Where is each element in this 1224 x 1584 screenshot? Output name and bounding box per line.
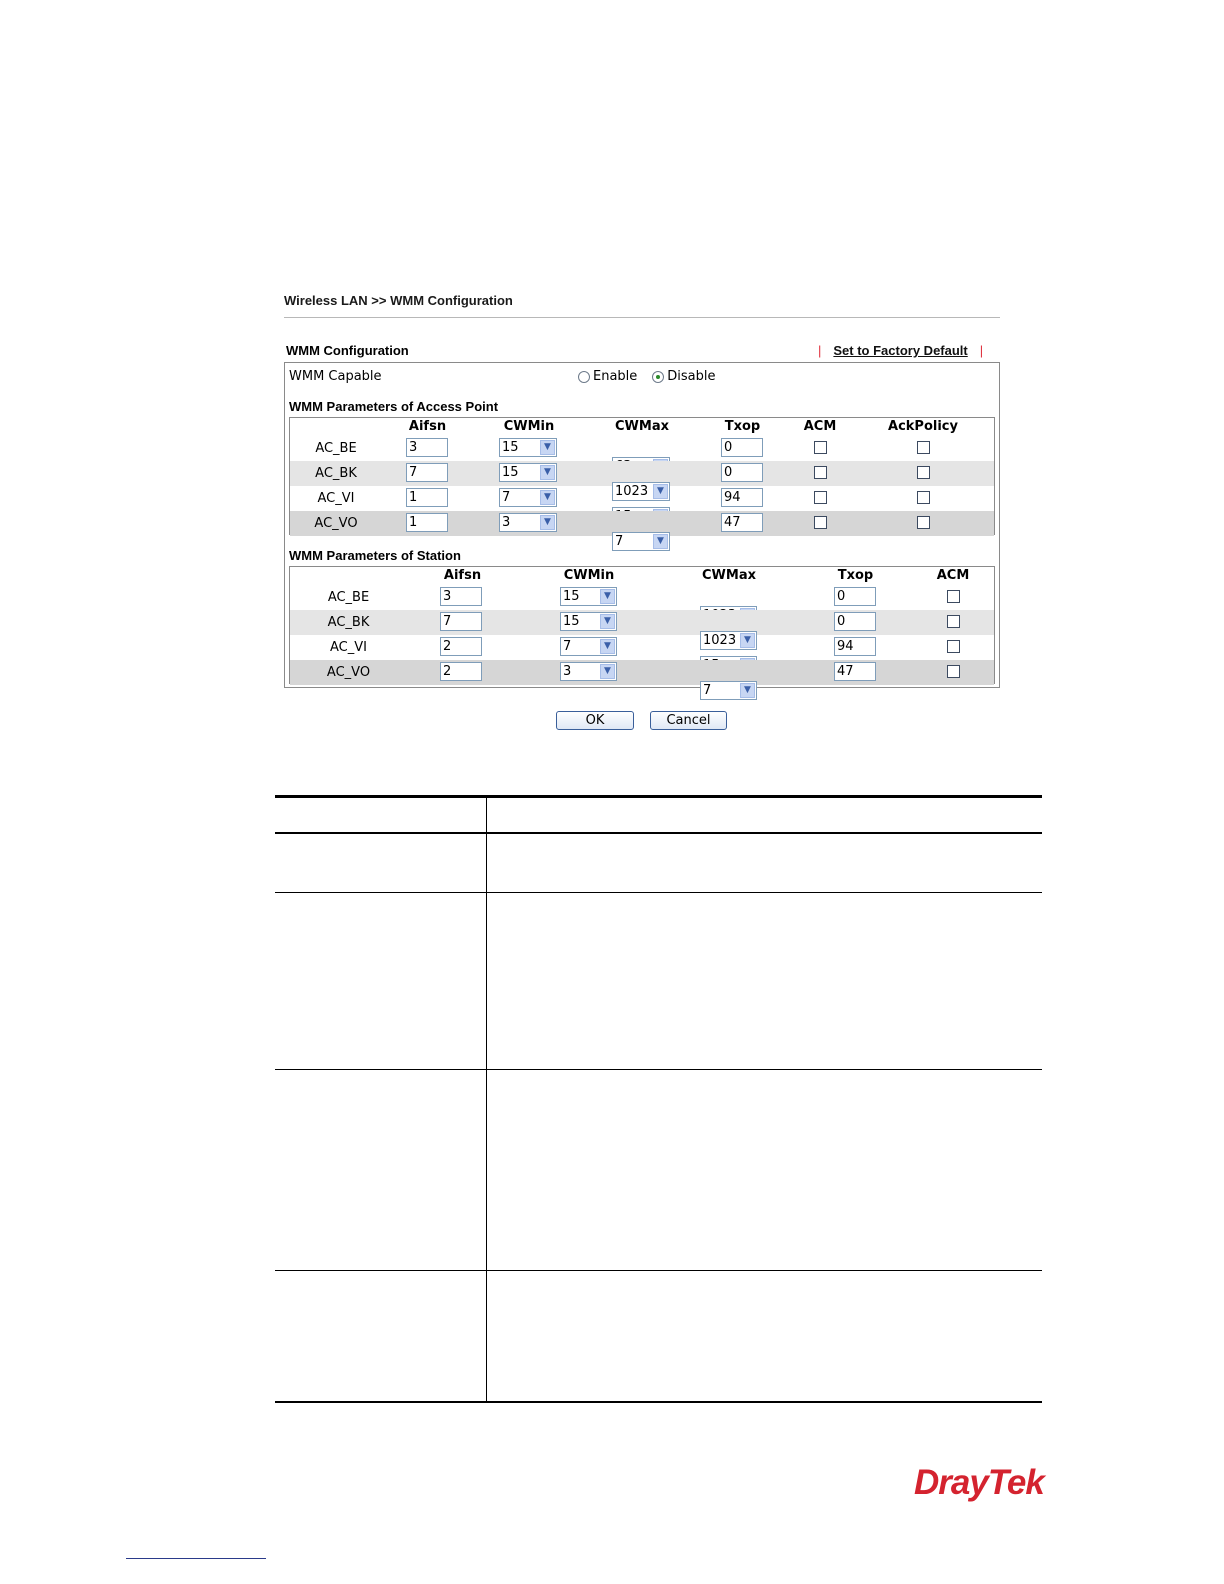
disable-radio[interactable] — [652, 371, 664, 383]
doc-table-column-divider — [486, 798, 487, 1402]
cwmin-value: 7 — [563, 639, 572, 654]
sta-header-aifsn: Aifsn — [443, 568, 482, 583]
aifsn-input[interactable]: 7 — [440, 612, 482, 631]
aifsn-input[interactable]: 7 — [406, 463, 448, 482]
ap-header-aifsn: Aifsn — [408, 419, 447, 434]
chevron-down-icon: ▼ — [653, 484, 668, 499]
cwmin-select[interactable] — [499, 438, 557, 457]
cwmin-select[interactable] — [499, 463, 557, 482]
cwmin-value: 15 — [563, 589, 580, 604]
txop-input[interactable]: 0 — [834, 587, 876, 606]
chevron-down-icon: ▼ — [540, 490, 555, 505]
set-factory-default-link[interactable]: Set to Factory Default — [833, 343, 968, 358]
cwmin-select[interactable] — [560, 587, 617, 606]
cwmin-select[interactable] — [560, 637, 617, 656]
enable-radio-label: Enable — [593, 369, 638, 384]
chevron-down-icon: ▼ — [740, 633, 755, 648]
header-divider — [284, 317, 1000, 318]
cwmax-select[interactable] — [700, 681, 757, 700]
acm-checkbox[interactable] — [814, 466, 827, 479]
ap-params-title: WMM Parameters of Access Point — [289, 399, 499, 414]
table-row — [290, 486, 994, 511]
cwmin-value: 3 — [502, 515, 511, 530]
acm-checkbox[interactable] — [947, 665, 960, 678]
ackpolicy-checkbox[interactable] — [917, 516, 930, 529]
aifsn-input[interactable]: 1 — [406, 513, 448, 532]
row-label: AC_BE — [327, 590, 370, 605]
acm-checkbox[interactable] — [947, 590, 960, 603]
cwmin-select[interactable] — [499, 488, 557, 507]
chevron-down-icon: ▼ — [600, 639, 615, 654]
ap-header-txop: Txop — [724, 419, 761, 434]
ok-button[interactable]: OK — [556, 711, 634, 730]
ap-header-cwmax: CWMax — [615, 419, 669, 434]
txop-input[interactable]: 0 — [721, 438, 763, 457]
table-row — [290, 585, 994, 610]
chevron-down-icon: ▼ — [600, 664, 615, 679]
aifsn-input[interactable]: 2 — [440, 662, 482, 681]
sta-header-acm: ACM — [936, 568, 970, 583]
sta-header-cwmin: CWMin — [563, 568, 615, 583]
chevron-down-icon: ▼ — [600, 614, 615, 629]
row-label: AC_VO — [314, 516, 358, 531]
cwmax-value: 7 — [615, 534, 624, 549]
table-row — [290, 511, 994, 549]
cwmin-select[interactable] — [499, 513, 557, 532]
doc-table-top-rule — [275, 795, 1042, 798]
chevron-down-icon: ▼ — [740, 683, 755, 698]
txop-input[interactable]: 0 — [834, 612, 876, 631]
aifsn-input[interactable]: 3 — [406, 438, 448, 457]
aifsn-input[interactable]: 2 — [440, 637, 482, 656]
ackpolicy-checkbox[interactable] — [917, 491, 930, 504]
section-title: WMM Configuration — [286, 343, 409, 358]
disable-radio-label: Disable — [667, 369, 716, 384]
factory-default-bar — [818, 343, 983, 358]
doc-table-header-rule — [275, 832, 1042, 834]
cwmin-value: 15 — [502, 440, 519, 455]
wmm-capable-radio-group — [578, 369, 731, 384]
cwmax-value: 7 — [703, 683, 712, 698]
wmm-capable-label: WMM Capable — [289, 369, 382, 384]
station-params-table — [289, 566, 995, 698]
sta-header-txop: Txop — [837, 568, 874, 583]
acm-checkbox[interactable] — [814, 516, 827, 529]
cancel-button[interactable]: Cancel — [650, 711, 727, 730]
doc-table-row-rule — [275, 1069, 1042, 1070]
chevron-down-icon: ▼ — [540, 440, 555, 455]
ap-header-acm: ACM — [803, 419, 837, 434]
txop-input[interactable]: 47 — [834, 662, 876, 681]
row-label: AC_VO — [326, 665, 371, 680]
ackpolicy-checkbox[interactable] — [917, 466, 930, 479]
chevron-down-icon: ▼ — [600, 589, 615, 604]
cwmin-value: 15 — [563, 614, 580, 629]
doc-table-bottom-rule — [275, 1401, 1042, 1403]
cwmin-value: 3 — [563, 664, 572, 679]
acm-checkbox[interactable] — [947, 640, 960, 653]
station-params-title: WMM Parameters of Station — [289, 548, 461, 563]
aifsn-input[interactable]: 1 — [406, 488, 448, 507]
table-row — [290, 635, 994, 660]
doc-table-row-rule — [275, 1270, 1042, 1271]
enable-radio[interactable] — [578, 371, 590, 383]
acm-checkbox[interactable] — [947, 615, 960, 628]
sta-header-cwmax: CWMax — [702, 568, 756, 583]
draytek-logo: DrayTek — [914, 1463, 1044, 1502]
cwmin-select[interactable] — [560, 662, 617, 681]
acm-checkbox[interactable] — [814, 491, 827, 504]
txop-input[interactable]: 94 — [721, 488, 763, 507]
ackpolicy-checkbox[interactable] — [917, 441, 930, 454]
ap-header-cwmin: CWMin — [503, 419, 555, 434]
aifsn-input[interactable]: 3 — [440, 587, 482, 606]
row-label: AC_BE — [315, 441, 357, 456]
row-label: AC_BK — [327, 615, 370, 630]
row-label: AC_VI — [317, 491, 355, 506]
row-label: AC_VI — [330, 640, 367, 655]
breadcrumb: Wireless LAN >> WMM Configuration — [284, 293, 513, 308]
footer-link-underline — [126, 1558, 266, 1559]
separator-right: | — [979, 343, 984, 358]
cwmin-value: 15 — [502, 465, 519, 480]
cwmax-select[interactable] — [612, 532, 670, 551]
cwmax-value: 1023 — [615, 484, 649, 499]
table-row — [290, 436, 994, 461]
doc-table-row-rule — [275, 892, 1042, 893]
separator-left: | — [818, 343, 822, 358]
chevron-down-icon: ▼ — [653, 534, 668, 549]
txop-input[interactable]: 0 — [721, 463, 763, 482]
table-row — [290, 660, 994, 698]
cwmin-select[interactable] — [560, 612, 617, 631]
acm-checkbox[interactable] — [814, 441, 827, 454]
cwmin-value: 7 — [502, 490, 511, 505]
chevron-down-icon: ▼ — [540, 465, 555, 480]
ap-header-ackpolicy: AckPolicy — [888, 419, 958, 434]
ap-params-table — [289, 417, 995, 549]
txop-input[interactable]: 47 — [721, 513, 763, 532]
txop-input[interactable]: 94 — [834, 637, 876, 656]
chevron-down-icon: ▼ — [540, 515, 555, 530]
row-label: AC_BK — [315, 466, 357, 481]
cwmax-value: 1023 — [703, 633, 737, 648]
